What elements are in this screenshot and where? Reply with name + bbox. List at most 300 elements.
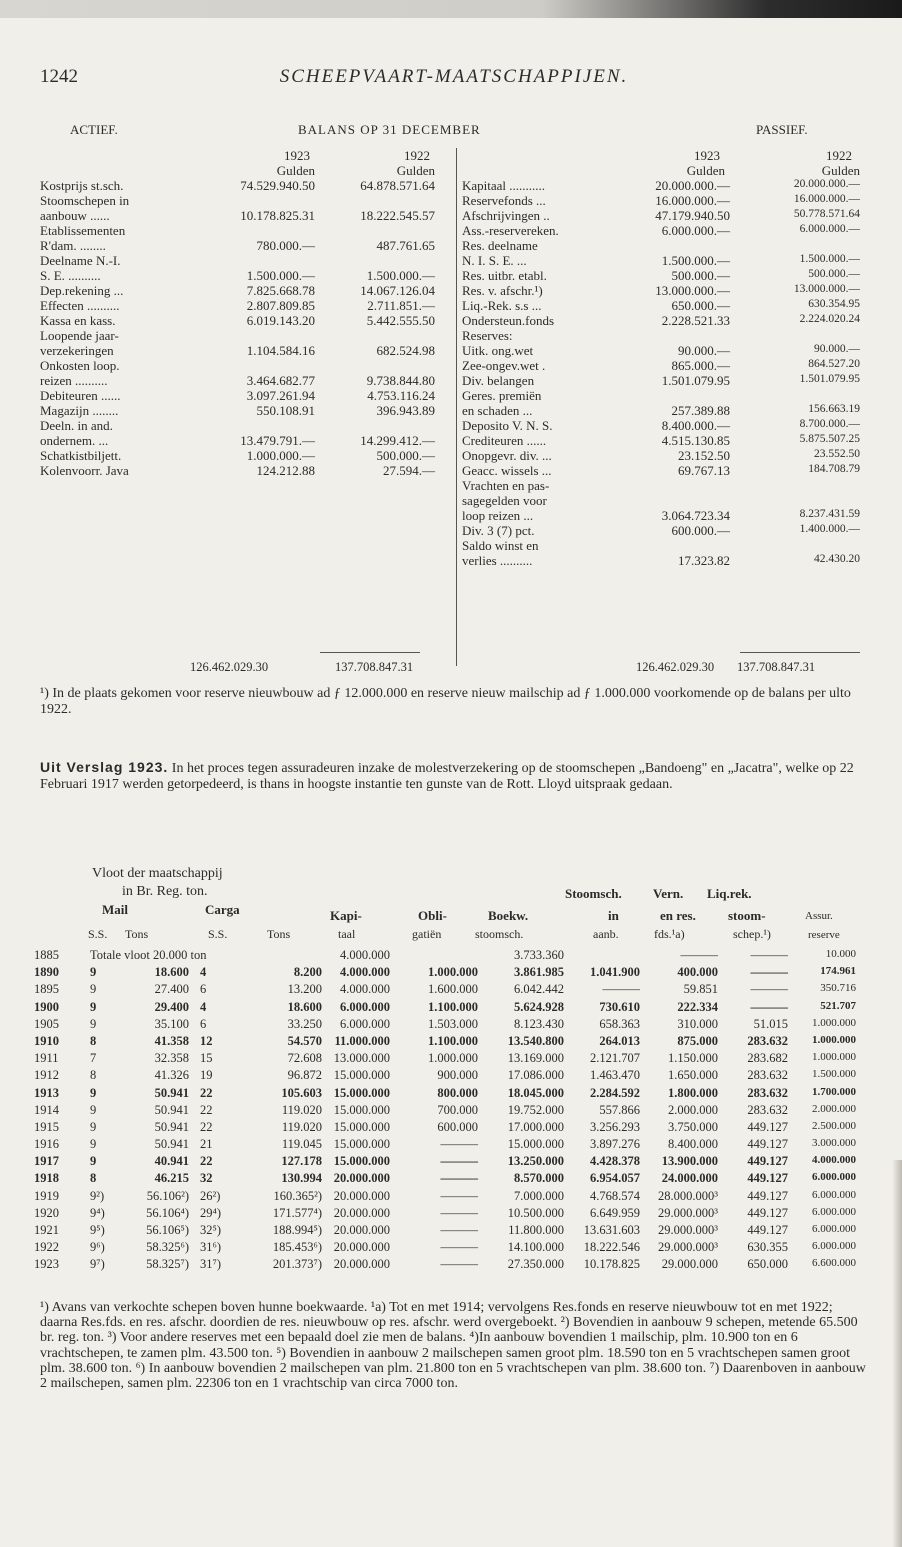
- fleet-cell-liq: 283.632: [747, 1102, 788, 1117]
- balance-cell-p: en schaden ...: [462, 403, 533, 418]
- balance-cell-p: Saldo winst en: [462, 538, 539, 553]
- fleet-cell-as: 6.000.000: [812, 1223, 856, 1235]
- fleet-cell-obl: 1.503.000: [428, 1016, 478, 1031]
- fleet-cell-in: 10.178.825: [583, 1257, 640, 1272]
- fleet-cell-as: 6.600.000: [812, 1257, 856, 1270]
- balance-row: [40, 358, 860, 373]
- balance-row: [40, 328, 860, 343]
- fleet-cell-ss1: 7: [90, 1051, 97, 1066]
- fleet-cell-t1: 41.326: [154, 1068, 189, 1083]
- fleet-cell-bw: 14.100.000: [507, 1240, 564, 1255]
- fleet-cell-t1: 50.941: [154, 1102, 189, 1117]
- fleet-cell-t2: 33.250: [287, 1016, 322, 1031]
- balance-cell-a2: 27.594.—: [383, 463, 435, 478]
- fleet-cell-obl: 600.000: [437, 1119, 478, 1134]
- balance-cell-a2: 14.067.126.04: [360, 283, 435, 298]
- balance-cell-p1: 257.389.88: [671, 403, 730, 418]
- balance-row: [40, 373, 860, 388]
- balance-totals: [40, 660, 860, 676]
- balance-cell-p1: 600.000.—: [671, 523, 730, 538]
- balance-cell-p1: 1.501.079.95: [661, 373, 730, 388]
- fleet-cell-ss1: 9⁷): [90, 1257, 105, 1272]
- balance-row: [40, 478, 860, 493]
- balance-row: [40, 493, 860, 508]
- fleet-cell-in: 1.463.470: [590, 1068, 640, 1083]
- fleet-cell-vern: 29.000.000: [661, 1257, 718, 1272]
- fleet-cell-y: 1916: [34, 1137, 59, 1152]
- balance-cell-p1: 16.000.000.—: [655, 193, 730, 208]
- balance-cell-p: Ass.-reservereken.: [462, 223, 559, 238]
- balance-cell-p1: 23.152.50: [678, 448, 730, 463]
- fleet-cell-vern: 1.150.000: [668, 1051, 718, 1066]
- fleet-cell-t1: 27.400: [154, 982, 189, 997]
- fleet-row: [34, 1206, 864, 1223]
- fleet-cell-as: 1.000.000: [812, 1051, 856, 1064]
- balance-cell-p2: 50.778.571.64: [793, 208, 860, 220]
- fleet-cell-y: 1890: [34, 965, 59, 980]
- fleet-cell-ss2: 6: [200, 1016, 207, 1031]
- fleet-cell-t2: 130.994: [281, 1171, 322, 1186]
- balance-cell-p2: 5.875.507.25: [799, 433, 860, 445]
- balance-cell-p1: 2.228.521.33: [661, 313, 730, 328]
- fleet-cell-t2: 160.365²): [273, 1188, 322, 1203]
- fleet-cell-y: 1912: [34, 1068, 59, 1083]
- fleet-cell-obl: ———: [440, 1205, 478, 1220]
- fleet-cell-y: 1918: [34, 1171, 59, 1186]
- total-actief-1923: 126.462.029.30: [190, 660, 269, 674]
- fleet-cell-t1: 56.106²): [146, 1188, 189, 1203]
- fleet-cell-t1: 46.215: [154, 1171, 189, 1186]
- balance-cell-a1: 1.500.000.—: [246, 268, 315, 283]
- balance-divider: [456, 148, 457, 666]
- balance-cell-a1: 780.000.—: [256, 238, 315, 253]
- balance-cell-a1: 2.807.809.85: [246, 298, 315, 313]
- fleet-cell-kap: 20.000.000: [333, 1188, 390, 1203]
- fleet-cell-ss2: 15: [200, 1051, 213, 1066]
- balance-cell-p2: 6.000.000.—: [799, 223, 860, 235]
- actief-year-1923: 1923: [284, 148, 310, 163]
- fleet-cell-vern: 400.000: [677, 965, 718, 980]
- balance-cell-p: verlies ..........: [462, 553, 533, 568]
- fleet-cell-liq: 283.632: [747, 1068, 788, 1083]
- balance-cell-p2: 184.708.79: [808, 463, 860, 475]
- fleet-cell-vern: 875.000: [677, 1033, 718, 1048]
- fleet-cell-bw: 27.350.000: [507, 1257, 564, 1272]
- balance-cell-a2: 9.738.844.80: [366, 373, 435, 388]
- fleet-cell-vern: 24.000.000: [661, 1171, 718, 1186]
- fleet-cell-liq: 283.632: [747, 1033, 788, 1048]
- balance-cell-p2: 90.000.—: [814, 343, 860, 355]
- balance-cell-a: Deeln. in and.: [40, 418, 113, 433]
- balance-row: [40, 508, 860, 523]
- page-number: 1242: [40, 66, 78, 87]
- balance-cell-a: Deelname N.-I.: [40, 253, 121, 268]
- balance-cell-p1: 90.000.—: [678, 343, 730, 358]
- fleet-cell-as: 1.000.000: [812, 1033, 856, 1046]
- fleet-cell-bw: 17.000.000: [507, 1119, 564, 1134]
- fleet-cell-y: 1921: [34, 1223, 59, 1237]
- fleet-cell-ss2: 22: [200, 1154, 213, 1169]
- fleet-cell-t2: 201.373⁷): [272, 1257, 322, 1272]
- fleet-cell-as: 521.707: [820, 999, 856, 1012]
- balance-cell-p2: 42.430.20: [814, 553, 860, 565]
- balance-cell-a2: 500.000.—: [376, 448, 435, 463]
- balance-cell-a2: 5.442.555.50: [366, 313, 435, 328]
- fleet-cell-obl: 900.000: [437, 1068, 478, 1083]
- passief-year-1922: 1922: [826, 148, 852, 163]
- actief-unit-1922: Gulden: [396, 163, 435, 178]
- fleet-cell-vern: 59.851: [683, 982, 718, 997]
- passief-year-1923: 1923: [694, 148, 720, 163]
- balance-row: [40, 403, 860, 418]
- balance-cell-a1: 13.479.791.—: [240, 433, 315, 448]
- fleet-h-enres: en res.: [660, 908, 696, 923]
- fleet-cell-vern: 310.000: [677, 1016, 718, 1031]
- balance-cell-a: Dep.rekening ...: [40, 283, 124, 298]
- fleet-cell-ss1: 9: [90, 1085, 97, 1100]
- fleet-h-assur: Assur.: [805, 910, 833, 922]
- balance-cell-a1: 550.108.91: [256, 403, 315, 418]
- fleet-cell-as: 1.500.000: [812, 1068, 856, 1081]
- fleet-cell-ss1: 9⁶): [90, 1240, 105, 1255]
- balance-row: [40, 538, 860, 553]
- fleet-s-stoomsch: stoomsch.: [475, 927, 524, 941]
- fleet-row: [34, 1223, 864, 1240]
- balance-cell-a: Onkosten loop.: [40, 358, 120, 373]
- fleet-cell-as: 2.500.000: [812, 1119, 856, 1132]
- balance-row: [40, 193, 860, 208]
- fleet-cell-t2: 18.600: [287, 999, 322, 1014]
- fleet-cell-t2: 127.178: [281, 1154, 322, 1169]
- fleet-cell-obl: 700.000: [437, 1102, 478, 1117]
- fleet-cell-kap: 15.000.000: [333, 1102, 390, 1117]
- fleet-row: [34, 1120, 864, 1137]
- balance-cell-p: Res. v. afschr.¹): [462, 283, 543, 298]
- fleet-row: [34, 1257, 864, 1274]
- fleet-cell-kap: 13.000.000: [333, 1051, 390, 1066]
- actief-label: ACTIEF.: [70, 122, 118, 137]
- balance-titles: [40, 122, 860, 140]
- fleet-cell-kap: 4.000.000: [340, 965, 390, 980]
- fleet-cell-in: ———: [602, 982, 640, 997]
- balance-row: [40, 343, 860, 358]
- fleet-cell-in: 4.768.574: [590, 1188, 640, 1203]
- fleet-cell-y: 1915: [34, 1119, 59, 1134]
- fleet-cell-kap: 20.000.000: [333, 1223, 390, 1237]
- fleet-cell-kap: 15.000.000: [333, 1119, 390, 1134]
- balance-cell-a: Loopende jaar-: [40, 328, 119, 343]
- fleet-cell-y: 1922: [34, 1240, 59, 1255]
- balance-cell-p: Onopgevr. div. ...: [462, 448, 552, 463]
- fleet-cell-in: 1.041.900: [590, 965, 640, 980]
- fleet-cell-ss2: 12: [200, 1033, 213, 1048]
- fleet-cell-ss1: 9⁵): [90, 1223, 105, 1237]
- balance-cell-p1: 3.064.723.34: [661, 508, 730, 523]
- balance-cell-p1: 1.500.000.—: [661, 253, 730, 268]
- balance-cell-p: Res. deelname: [462, 238, 538, 253]
- fleet-cell-liq: ———: [750, 965, 788, 980]
- fleet-s-reserve: reserve: [808, 929, 840, 941]
- fleet-cell-bw: 17.086.000: [507, 1068, 564, 1083]
- fleet-cell-y: 1914: [34, 1102, 59, 1117]
- balance-cell-p2: 8.700.000.—: [799, 418, 860, 430]
- fleet-cell-liq: ———: [750, 982, 788, 997]
- balance-cell-a: Stoomschepen in: [40, 193, 130, 208]
- fleet-s-aanb: aanb.: [593, 927, 619, 941]
- fleet-cell-t2: 13.200: [287, 982, 322, 997]
- fleet-cell-t2: 105.603: [281, 1085, 322, 1100]
- fleet-cell-in: 264.013: [599, 1033, 640, 1048]
- fleet-cell-bw: 11.800.000: [508, 1223, 564, 1237]
- balance-cell-p1: 6.000.000.—: [661, 223, 730, 238]
- fleet-cell-t1: 58.325⁶): [146, 1240, 189, 1255]
- fleet-cell-y: 1917: [34, 1154, 59, 1169]
- passief-unit-1922: Gulden: [821, 163, 860, 178]
- scan-right-shadow: [892, 1160, 902, 1547]
- balance-cell-a2: 4.753.116.24: [367, 388, 435, 403]
- fleet-cell-kap: 6.000.000: [340, 1016, 390, 1031]
- fleet-row: [34, 1017, 864, 1034]
- balance-cell-p: Reserves:: [462, 328, 513, 343]
- balance-cell-a2: 396.943.89: [376, 403, 435, 418]
- fleet-cell-obl: ———: [440, 1257, 478, 1272]
- balance-cell-p: Liq.-Rek. s.s ...: [462, 298, 542, 313]
- balance-cell-a: Kostprijs st.sch.: [40, 178, 124, 193]
- fleet-cell-bw: 6.042.442: [514, 982, 564, 997]
- balance-cell-p2: 8.237.431.59: [799, 508, 860, 520]
- balance-cell-p: loop reizen ...: [462, 508, 534, 523]
- fleet-cell-vern: 8.400.000: [668, 1137, 718, 1152]
- fleet-cell-obl: 1.600.000: [428, 982, 478, 997]
- fleet-row: [34, 965, 864, 982]
- fleet-cell-t2: 54.570: [287, 1033, 322, 1048]
- balance-row: [40, 268, 860, 283]
- fleet-cell-t2: 188.994⁵): [272, 1223, 322, 1237]
- fleet-cell-in: 6.649.959: [590, 1205, 640, 1220]
- balance-cell-p1: 4.515.130.85: [661, 433, 730, 448]
- fleet-cell-vern: 2.000.000: [668, 1102, 718, 1117]
- fleet-cell-vern: 29.000.000³: [658, 1240, 718, 1255]
- fleet-s-fds: fds.¹a): [654, 927, 685, 941]
- fleet-cell-ss2: 32⁵): [200, 1223, 222, 1237]
- fleet-cell-t1: 41.358: [154, 1033, 189, 1048]
- balance-cell-p1: 13.000.000.—: [655, 283, 730, 298]
- fleet-cell-as: 10.000: [825, 948, 856, 960]
- fleet-cell-ss1: 9²): [90, 1188, 105, 1203]
- balance-cell-p2: 13.000.000.—: [793, 283, 860, 295]
- balance-row: [40, 253, 860, 268]
- fleet-cell-t2: 8.200: [293, 965, 322, 980]
- fleet-cell-t1: 35.100: [154, 1016, 189, 1031]
- fleet-cell-t2: 96.872: [287, 1068, 322, 1083]
- fleet-s-tons1: Tons: [125, 927, 149, 941]
- balance-cell-p2: 500.000.—: [808, 268, 860, 280]
- balance-cell-a2: 2.711.851.—: [367, 298, 435, 313]
- balance-cell-p1: 8.400.000.—: [661, 418, 730, 433]
- balance-cell-a: verzekeringen: [40, 343, 114, 358]
- fleet-cell-t2: 119.020: [281, 1119, 322, 1134]
- fleet-cell-in: 13.631.603: [583, 1223, 640, 1237]
- fleet-cell-bw: 8.123.430: [514, 1016, 564, 1031]
- fleet-cell-t1: 56.106⁴): [146, 1205, 189, 1220]
- balance-cell-a1: 3.097.261.94: [246, 388, 315, 403]
- fleet-cell-obl: 1.100.000: [428, 999, 478, 1014]
- fleet-cell-as: 3.000.000: [812, 1137, 856, 1150]
- fleet-cell-in: 2.284.592: [590, 1085, 640, 1100]
- fleet-cell-kap: 20.000.000: [333, 1257, 390, 1272]
- fleet-cell-ss1: 9: [90, 1102, 97, 1117]
- fleet-cell-in: 557.866: [599, 1102, 640, 1117]
- fleet-cell-t1: 32.358: [154, 1051, 189, 1066]
- total-passief-1922: 137.708.847.31: [737, 660, 816, 674]
- balance-unit-row: [40, 163, 860, 178]
- fleet-cell-ss1: 8: [90, 1068, 97, 1083]
- fleet-row: [34, 1068, 864, 1085]
- fleet-h-vern: Vern.: [653, 886, 684, 901]
- fleet-cell-bw: 8.570.000: [514, 1171, 564, 1186]
- fleet-table: [34, 948, 864, 1275]
- fleet-cell-kap: 15.000.000: [333, 1137, 390, 1152]
- balance-row: [40, 553, 860, 568]
- fleet-cell-ss2: 31⁶): [200, 1240, 222, 1255]
- fleet-cell-ss1: 9: [90, 1119, 97, 1134]
- fleet-cell-kap: 15.000.000: [333, 1085, 390, 1100]
- fleet-row: [34, 1171, 864, 1188]
- balance-cell-a1: 10.178.825.31: [240, 208, 315, 223]
- fleet-s-ss2: S.S.: [208, 927, 228, 941]
- fleet-cell-in: 4.428.378: [590, 1154, 640, 1169]
- balance-cell-p2: 630.354.95: [808, 298, 860, 310]
- balance-cell-p: Uitk. ong.wet: [462, 343, 534, 358]
- fleet-cell-as: 4.000.000: [812, 1154, 856, 1167]
- fleet-cell-kap: 20.000.000: [333, 1171, 390, 1186]
- fleet-cell-y: 1905: [34, 1016, 59, 1031]
- fleet-cell-bw: 13.250.000: [507, 1154, 564, 1169]
- fleet-cell-as: 1.000.000: [812, 1016, 856, 1029]
- balance-row: [40, 418, 860, 433]
- balance-cell-p1: 47.179.940.50: [655, 208, 730, 223]
- fleet-cell-as: 6.000.000: [812, 1171, 856, 1184]
- fleet-cell-ss2: 19: [200, 1068, 213, 1083]
- balance-cell-a: Magazijn ........: [40, 403, 119, 418]
- balance-cell-p: Geres. premiën: [462, 388, 542, 403]
- fleet-cell-in: 3.897.276: [590, 1137, 640, 1152]
- fleet-cell-t2: 171.577⁴): [272, 1205, 322, 1220]
- balance-cell-p: Deposito V. N. S.: [462, 418, 553, 433]
- fleet-cell-liq: 449.127: [747, 1188, 788, 1203]
- balance-cell-p2: 20.000.000.—: [793, 178, 860, 190]
- fleet-cell-obl: ———: [440, 1240, 478, 1255]
- fleet-cell-liq: 283.632: [747, 1085, 788, 1100]
- balance-cell-p1: 17.323.82: [678, 553, 730, 568]
- fleet-cell-as: 6.000.000: [812, 1205, 856, 1218]
- fleet-cell-y: 1895: [34, 982, 59, 997]
- balance-cell-p: Div. 3 (7) pct.: [462, 523, 535, 538]
- fleet-cell-ss2: 26²): [200, 1188, 221, 1203]
- passief-label: PASSIEF.: [756, 122, 808, 137]
- fleet-cell-obl: 1.000.000: [428, 1051, 478, 1066]
- fleet-cell-t1: 50.941: [154, 1085, 189, 1100]
- fleet-row: [34, 1240, 864, 1257]
- fleet-cell-t1: 58.325⁷): [146, 1257, 189, 1272]
- fleet-cell-obl: ———: [440, 1171, 478, 1186]
- fleet-cell-kap: 15.000.000: [333, 1154, 390, 1169]
- fleet-cell-as: 350.716: [820, 982, 856, 995]
- fleet-cell-bw: 7.000.000: [514, 1188, 564, 1203]
- balance-sheet: [40, 148, 860, 568]
- fleet-cell-kap: 11.000.000: [334, 1033, 390, 1048]
- balance-cell-a2: 487.761.65: [376, 238, 435, 253]
- fleet-cell-obl: 800.000: [437, 1085, 478, 1100]
- fleet-cell-vern: 1.650.000: [668, 1068, 718, 1083]
- balance-cell-p: Vrachten en pas-: [462, 478, 550, 493]
- fleet-row: [34, 1034, 864, 1051]
- fleet-cell-vern: 222.334: [677, 999, 718, 1014]
- fleet-cell-bw: 15.000.000: [507, 1137, 564, 1152]
- fleet-total-vloot: Totale vloot 20.000 ton: [90, 948, 207, 962]
- fleet-cell-kap: 20.000.000: [333, 1240, 390, 1255]
- fleet-cell-bw: 13.540.800: [507, 1033, 564, 1048]
- balance-cell-a2: 1.500.000.—: [366, 268, 435, 283]
- fleet-title-line1: Vloot der maatschappij: [92, 866, 223, 881]
- fleet-cell-ss2: 6: [200, 982, 207, 997]
- fleet-cell-ss2: 32: [200, 1171, 213, 1186]
- fleet-row: [34, 1103, 864, 1120]
- fleet-title-line2: in Br. Reg. ton.: [122, 884, 208, 899]
- fleet-cell-y: 1920: [34, 1205, 59, 1220]
- balance-cell-p: Afschrijvingen ..: [462, 208, 550, 223]
- fleet-cell-vern: 13.900.000: [661, 1154, 718, 1169]
- fleet-cell-kap: 15.000.000: [333, 1068, 390, 1083]
- fleet-h-carga: Carga: [205, 902, 240, 917]
- fleet-cell-obl: ———: [440, 1223, 478, 1237]
- fleet-cell-obl: ———: [440, 1137, 478, 1152]
- fleet-h-stoomsch: Stoomsch.: [565, 886, 622, 901]
- fleet-cell-ss2: 22: [200, 1119, 213, 1134]
- fleet-cell-ss2: 31⁷): [200, 1257, 222, 1272]
- fleet-cell-y: 1910: [34, 1033, 59, 1048]
- balance-cell-a1: 7.825.668.78: [246, 283, 315, 298]
- balance-cell-p2: 1.501.079.95: [799, 373, 860, 385]
- fleet-cell-liq: 449.127: [747, 1137, 788, 1152]
- fleet-cell-obl: ———: [440, 1188, 478, 1203]
- fleet-cell-bw: 13.169.000: [507, 1051, 564, 1066]
- balance-row: [40, 283, 860, 298]
- balance-cell-p1: 20.000.000.—: [655, 178, 730, 193]
- fleet-cell-vern: ———: [680, 948, 718, 962]
- fleet-cell-bw: 3.733.360: [514, 948, 564, 962]
- fleet-cell-ss1: 9⁴): [90, 1205, 105, 1220]
- fleet-cell-ss1: 8: [90, 1171, 97, 1186]
- fleet-s-ss1: S.S.: [88, 927, 108, 941]
- fleet-cell-ss1: 9: [90, 1154, 97, 1169]
- balance-cell-p: Geacc. wissels ...: [462, 463, 552, 478]
- verslag-paragraph: [40, 760, 866, 792]
- balance-cell-p: sagegelden voor: [462, 493, 547, 508]
- balance-row: [40, 238, 860, 253]
- fleet-row: [34, 1189, 864, 1206]
- fleet-cell-kap: 6.000.000: [340, 999, 390, 1014]
- balance-rows: [40, 178, 860, 568]
- running-title: SCHEEPVAART-MAATSCHAPPIJEN.: [279, 66, 629, 87]
- fleet-cell-liq: 449.127: [747, 1223, 788, 1237]
- fleet-cell-t1: 29.400: [154, 999, 189, 1014]
- fleet-cell-ss2: 4: [200, 965, 207, 980]
- fleet-cell-ss2: 29⁴): [200, 1205, 222, 1220]
- fleet-h-stoom: stoom-: [728, 908, 766, 923]
- balance-cell-a1: 6.019.143.20: [246, 313, 315, 328]
- balance-cell-p2: 1.500.000.—: [799, 253, 860, 265]
